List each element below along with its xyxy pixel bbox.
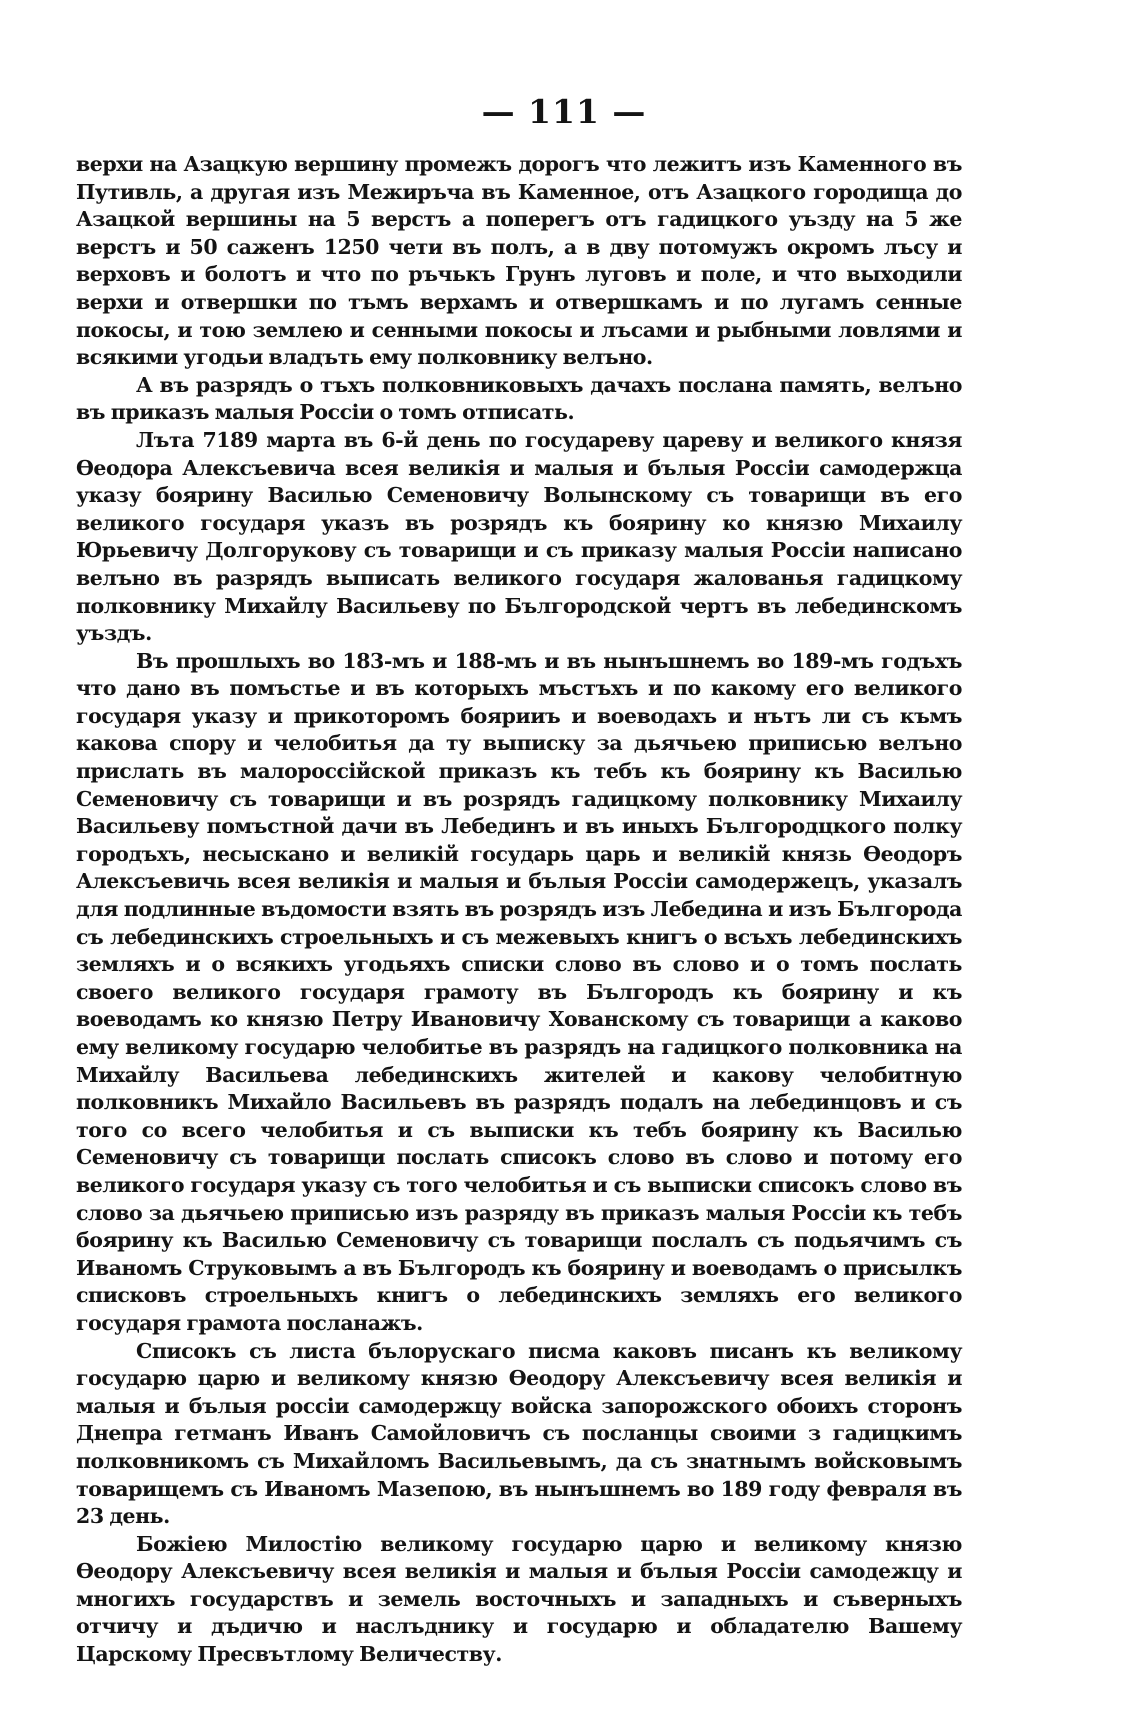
paragraph: Лъта 7189 марта въ 6-й день по государеву цареву и великого князя Өеодора Алексъевича всея великія и малыя и бълыя Россіи самодержца указу боярину Василью Семеновичу Волынскому съ товарищи въ его великого государя указъ въ розрядъ къ боярину ко князю Михаилу Юрьевичу Долгорукову съ товарищи и съ приказу малыя Россіи написано велъно въ разрядъ выписать великого государя жалованья гадицкому полковнику Михайлу Васильеву по Бългородской чертъ въ лебединскомъ уъздъ. (76, 427, 962, 646)
page-number: — 111 — (481, 92, 647, 131)
paragraph: Въ прошлыхъ во 183-мъ и 188-мъ и въ нынъшнемъ во 189-мъ годъхъ что дано въ помъстье и въ которыхъ мъстъхъ и по какому его великого государя указу и прикоторомъ боярииъ и воеводахъ и нътъ ли съ къмъ какова спору и челобитья да ту выписку за дьячьею приписью велъно прислать въ малороссійской приказъ къ тебъ къ боярину къ Василью Семеновичу съ товарищи и въ розрядъ гадицкому полковнику Михаилу Васильеву помъстной дачи въ Лебединъ и въ иныхъ Бългородцкого полку городъхъ, несыскано и великій государь царь и великій князь Өеодоръ Алексъевичь всея великія и малыя и бълыя Россіи самодержецъ, указалъ для подлинные въдомости взять въ розрядъ изъ Лебедина и изъ Бългорода съ лебединскихъ строельныхъ и съ межевыхъ книгъ о всъхъ лебединскихъ земляхъ и о всякихъ угодьяхъ списки слово въ слово и о томъ послать своего великого государя грамоту въ Бългородъ къ боярину и къ воеводамъ ко князю Петру Ивановичу Хованскому съ товарищи а каково ему великому государю челобитье въ разрядъ на гадицкого полковника на Михайлу Васильева лебединскихъ жителей и какову челобитную полковникъ Михайло Васильевъ въ разрядъ подалъ на лебединцовъ и съ того со всего челобитья и съ выписки къ тебъ боярину къ Василью Семеновичу съ товарищи послать списокъ слово въ слово и потому его великого государя указу съ того челобитья и съ выписки списокъ слово въ слово за дьячьею приписью изъ разряду въ приказъ малыя Россіи къ тебъ боярину къ Василью Семеновичу съ товарищи послалъ съ подьячимъ съ Иваномъ Струковымъ а въ Бългородъ къ боярину и воеводамъ о присылкъ списковъ строельныхъ книгъ о лебединскихъ земляхъ его великого государя грамота посланажъ. (76, 648, 962, 1335)
paragraph: Списокъ съ листа бълорускаго писма каковъ писанъ къ великому государю царю и великому князю Өеодору Алексъевичу всея великія и малыя и бълыя россіи самодержцу войска запорожского обоихъ сторонъ Днепра гетманъ Иванъ Самойловичъ съ посланцы своими з гадицкимъ полковникомъ съ Михайломъ Васильевымъ, да съ знатнымъ войсковымъ товарищемъ съ Иваномъ Мазепою, въ нынъшнемъ во 189 году февраля въ 23 день. (76, 1338, 962, 1529)
paragraph-continuation: верхи на Азацкую вершину промежъ дорогъ что лежитъ изъ Каменного въ Путивль, а другая изъ Межиръча въ Каменное, отъ Азацкого городища до Азацкой вершины на 5 верстъ а поперегъ отъ гадицкого уъзду на 5 же верстъ и 50 саженъ 1250 чети въ полъ, а в дву потомужъ окромъ лъсу и верховъ и болотъ и что по ръчькъ Грунъ луговъ и поле, и что выходили верхи и отвершки по тъмъ верхамъ и отвершкамъ и по лугамъ сенные покосы, и тою землею и сенными покосы и лъсами и рыбными ловлями и всякими угодьи владъть ему полковнику велъно. (76, 152, 962, 370)
paragraph: Божіею Милостію великому государю царю и великому князю Өеодору Алексъевичу всея великія и малыя и бълыя Россіи самодежцу и многихъ государствъ и земель восточныхъ и западныхъ и съверныхъ отчичу и дъдичю и наслъднику и государю и обладателю Вашему Царскому Пресвътлому Величеству. (76, 1531, 962, 1667)
paragraph: А въ разрядъ о тъхъ полковниковыхъ дачахъ послана память, велъно въ приказъ малыя Россіи о томъ отписать. (76, 372, 962, 425)
